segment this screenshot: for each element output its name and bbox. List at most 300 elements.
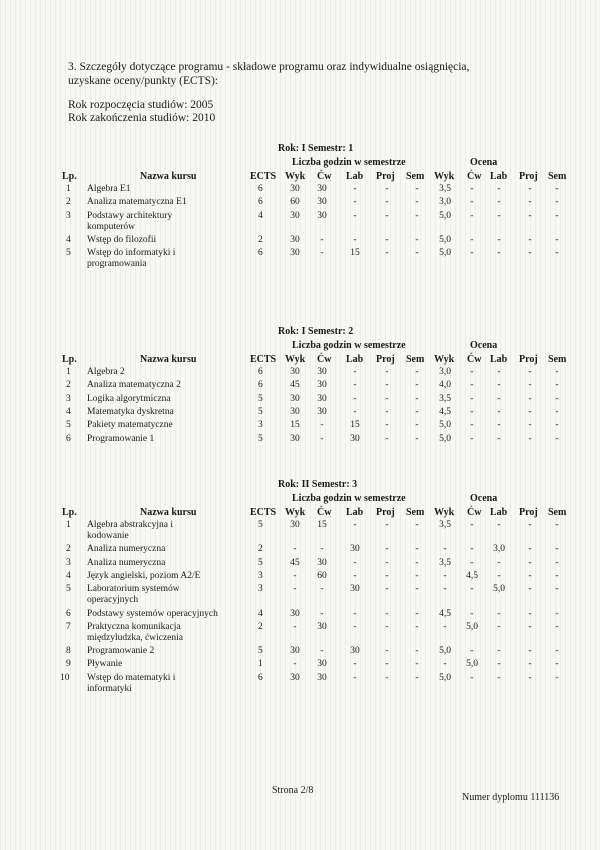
hours-wyk: - (293, 659, 297, 670)
hours-lab: - (353, 672, 357, 683)
hours-lab: - (353, 659, 357, 670)
hours-lab: - (353, 184, 357, 194)
course-name: komputerów (87, 221, 136, 232)
hours-wyk: 30 (290, 608, 300, 619)
hours-sem: - (415, 420, 419, 431)
hours-lab-header: Lab (346, 354, 364, 365)
row-number: 4 (66, 406, 71, 417)
hours-proj: - (385, 557, 389, 568)
hours-proj: - (385, 433, 389, 444)
grade-sem: - (555, 433, 559, 444)
row-number: 3 (66, 393, 71, 404)
hours-wyk: 60 (290, 197, 300, 208)
hours-wyk: 30 (290, 672, 300, 683)
row-number: 3 (66, 557, 71, 568)
ects-value: 2 (258, 621, 263, 632)
course-name: Programowanie 1 (87, 433, 155, 444)
row-number: 10 (60, 672, 70, 683)
grade-sem: - (555, 406, 559, 417)
table-row (60, 544, 580, 556)
table-row (60, 235, 580, 247)
table-row (60, 621, 580, 643)
hours-lab: - (353, 621, 357, 632)
course-name: Matematyka dyskretna (87, 406, 174, 417)
table-row (60, 407, 580, 419)
grade-wyk: - (443, 621, 447, 632)
table-row (60, 197, 580, 209)
hours-group-header: Liczba godzin w semestrze (292, 493, 406, 504)
grade-proj: - (528, 584, 532, 595)
grade-lab: - (497, 393, 501, 404)
ects-value: 4 (258, 608, 263, 619)
hours-wyk-header: Wyk (285, 171, 306, 182)
table-row (60, 434, 580, 446)
semester-title: Rok: II Semestr: 3 (278, 479, 358, 490)
grade-lab: - (497, 557, 501, 568)
row-number: 4 (66, 570, 71, 581)
row-number: 2 (66, 197, 71, 208)
course-name: Wstęp do informatyki i (87, 248, 176, 259)
ects-header: ECTS (250, 507, 277, 518)
grade-lab: - (497, 210, 501, 221)
ects-value: 5 (258, 520, 263, 530)
hours-wyk: - (293, 544, 297, 555)
hours-proj: - (385, 210, 389, 221)
hours-wyk-header: Wyk (285, 354, 306, 365)
ects-value: 5 (258, 646, 263, 657)
grade-cw-header: Ćw (467, 507, 482, 518)
hours-cw: 30 (317, 659, 327, 670)
course-name: kodowanie (87, 531, 129, 541)
table-row (60, 558, 580, 570)
grade-cw: - (470, 367, 474, 377)
grade-sem: - (555, 544, 559, 555)
hours-cw: 30 (317, 621, 327, 632)
grade-wyk-header: Wyk (434, 354, 455, 365)
hours-sem-header: Sem (406, 354, 425, 365)
grade-wyk: 3,0 (439, 197, 451, 208)
row-number: 6 (66, 433, 71, 444)
grade-proj: - (528, 197, 532, 208)
hours-lab: 30 (350, 584, 360, 595)
hours-wyk: - (293, 584, 297, 595)
grade-wyk: 5,0 (439, 210, 451, 221)
hours-proj-header: Proj (376, 171, 395, 182)
course-name: Język angielski, poziom A2/E (87, 570, 201, 581)
hours-cw: - (320, 584, 324, 595)
grade-cw: - (470, 197, 474, 208)
table-row (60, 380, 580, 392)
row-number: 7 (66, 621, 71, 632)
hours-lab: 30 (350, 433, 360, 444)
grade-proj: - (528, 433, 532, 444)
grade-proj: - (528, 544, 532, 555)
grade-proj: - (528, 557, 532, 568)
lp-header: Lp. (62, 354, 77, 365)
hours-wyk: 30 (290, 433, 300, 444)
grade-sem: - (555, 608, 559, 619)
grade-cw: - (470, 210, 474, 221)
grade-wyk: 4,5 (439, 406, 451, 417)
course-name: Pakiety matematyczne (87, 420, 173, 431)
ects-value: 3 (258, 570, 263, 581)
hours-group-header: Liczba godzin w semestrze (292, 340, 406, 351)
grade-cw: - (470, 380, 474, 391)
grade-lab: - (497, 420, 501, 431)
hours-wyk: 30 (290, 234, 300, 245)
hours-proj: - (385, 367, 389, 377)
row-number: 8 (66, 646, 71, 657)
grade-proj: - (528, 420, 532, 431)
table-row (60, 248, 580, 270)
table-row (60, 584, 580, 606)
grade-cw: - (470, 406, 474, 417)
grade-lab: - (497, 608, 501, 619)
grade-sem: - (555, 557, 559, 568)
grade-lab: - (497, 406, 501, 417)
grade-proj: - (528, 248, 532, 259)
ects-value: 6 (258, 380, 263, 391)
section-heading: 3. Szczegóły dotyczące programu - składowe programu oraz indywidualne osiągnięcia, uzyskane oceny/punkty (ECTS): (68, 61, 470, 87)
hours-cw: - (320, 544, 324, 555)
course-name: Wstęp do filozofii (87, 234, 157, 245)
ects-value: 4 (258, 210, 263, 221)
hours-wyk: 30 (290, 393, 300, 404)
table-row (60, 672, 580, 694)
grade-proj: - (528, 659, 532, 670)
grade-wyk: 4,0 (439, 380, 451, 391)
table-row (60, 609, 580, 621)
grade-sem-header: Sem (548, 354, 567, 365)
hours-cw: 30 (317, 672, 327, 683)
hours-wyk-header: Wyk (285, 507, 306, 518)
grade-proj: - (528, 380, 532, 391)
row-number: 2 (66, 380, 71, 391)
hours-cw: - (320, 248, 324, 259)
hours-sem: - (415, 544, 419, 555)
hours-wyk: 30 (290, 367, 300, 377)
grade-lab: - (497, 646, 501, 657)
ects-value: 6 (258, 184, 263, 194)
grade-group-header: Ocena (470, 157, 498, 168)
grade-cw: 5,0 (466, 621, 478, 632)
hours-proj: - (385, 380, 389, 391)
table-row (60, 210, 580, 232)
ects-value: 6 (258, 367, 263, 377)
course-header: Nazwa kursu (140, 171, 197, 182)
grade-wyk: 5,0 (439, 420, 451, 431)
hours-sem-header: Sem (406, 171, 425, 182)
grade-lab: - (497, 380, 501, 391)
hours-sem: - (415, 646, 419, 657)
hours-sem: - (415, 197, 419, 208)
hours-wyk: 45 (290, 557, 300, 568)
hours-cw-header: Ćw (317, 354, 332, 365)
hours-proj: - (385, 184, 389, 194)
table-row (60, 520, 580, 541)
grade-proj: - (528, 367, 532, 377)
grade-group-header: Ocena (470, 493, 498, 504)
page-number: Strona 2/8 (272, 785, 314, 796)
hours-lab: 30 (350, 646, 360, 657)
hours-cw: - (320, 608, 324, 619)
grade-sem: - (555, 234, 559, 245)
hours-proj: - (385, 584, 389, 595)
hours-lab-header: Lab (346, 171, 364, 182)
hours-sem: - (415, 608, 419, 619)
grade-wyk: - (443, 544, 447, 555)
hours-proj: - (385, 544, 389, 555)
grade-lab: 3,0 (493, 544, 505, 555)
hours-lab: - (353, 380, 357, 391)
grade-cw: - (470, 184, 474, 194)
diploma-number: Numer dyplomu 111136 (462, 792, 560, 803)
ects-value: 6 (258, 248, 263, 259)
ects-value: 1 (258, 659, 263, 670)
course-name: Analiza numeryczna (87, 557, 166, 568)
grade-lab: - (497, 672, 501, 683)
grade-cw: - (470, 433, 474, 444)
grade-cw: - (470, 557, 474, 568)
hours-wyk: 30 (290, 184, 300, 194)
row-number: 4 (66, 234, 71, 245)
table-row (60, 420, 580, 432)
grade-cw: 4,5 (466, 570, 478, 581)
hours-wyk: 30 (290, 520, 300, 530)
hours-proj-header: Proj (376, 507, 395, 518)
hours-group-header: Liczba godzin w semestrze (292, 157, 406, 168)
hours-lab: - (353, 367, 357, 377)
hours-cw: - (320, 234, 324, 245)
grade-cw: - (470, 420, 474, 431)
ects-value: 6 (258, 672, 263, 683)
grade-cw: - (470, 234, 474, 245)
grade-wyk: 4,5 (439, 608, 451, 619)
grade-cw: - (470, 544, 474, 555)
grade-proj: - (528, 672, 532, 683)
course-name: międzyludzka, ćwiczenia (87, 632, 184, 643)
hours-wyk: - (293, 621, 297, 632)
hours-lab: 30 (350, 544, 360, 555)
hours-wyk: 30 (290, 248, 300, 259)
grade-cw: - (470, 520, 474, 530)
grade-lab: 5,0 (493, 584, 505, 595)
ects-value: 5 (258, 557, 263, 568)
grade-cw-header: Ćw (467, 354, 482, 365)
hours-proj: - (385, 672, 389, 683)
grade-proj: - (528, 393, 532, 404)
course-name: Algebra 2 (87, 367, 125, 377)
grade-cw: 5,0 (466, 659, 478, 670)
hours-cw: 30 (317, 184, 327, 194)
grade-proj: - (528, 621, 532, 632)
row-number: 5 (66, 584, 71, 595)
course-name: Podstawy architektury (87, 210, 173, 221)
hours-lab: - (353, 393, 357, 404)
hours-proj: - (385, 621, 389, 632)
grade-proj: - (528, 646, 532, 657)
ects-value: 2 (258, 544, 263, 555)
hours-sem: - (415, 406, 419, 417)
course-name: Analiza matematyczna 2 (87, 380, 181, 391)
grade-lab: - (497, 184, 501, 194)
hours-sem: - (415, 248, 419, 259)
grade-wyk: - (443, 659, 447, 670)
grade-cw: - (470, 646, 474, 657)
grade-proj: - (528, 520, 532, 530)
hours-proj: - (385, 570, 389, 581)
ects-value: 3 (258, 420, 263, 431)
grade-lab: - (497, 248, 501, 259)
row-number: 6 (66, 608, 71, 619)
hours-cw: 60 (317, 570, 327, 581)
grade-wyk: 3,5 (439, 393, 451, 404)
course-name: Algebra abstrakcyjna i (87, 520, 173, 530)
grade-lab: - (497, 621, 501, 632)
hours-cw-header: Ćw (317, 171, 332, 182)
studies-end: Rok zakończenia studiów: 2010 (68, 112, 216, 124)
hours-cw: 30 (317, 557, 327, 568)
course-name: informatyki (87, 683, 132, 694)
hours-sem: - (415, 184, 419, 194)
grade-lab-header: Lab (490, 171, 508, 182)
ects-value: 6 (258, 197, 263, 208)
hours-sem: - (415, 367, 419, 377)
table-row (60, 659, 580, 671)
course-header: Nazwa kursu (140, 354, 197, 365)
grade-wyk: 5,0 (439, 646, 451, 657)
hours-lab: - (353, 234, 357, 245)
row-number: 1 (66, 367, 71, 377)
grade-sem: - (555, 584, 559, 595)
hours-lab: 15 (350, 420, 360, 431)
grade-sem: - (555, 248, 559, 259)
grade-lab: - (497, 197, 501, 208)
grade-proj: - (528, 406, 532, 417)
hours-lab: - (353, 406, 357, 417)
hours-sem: - (415, 520, 419, 530)
hours-sem: - (415, 210, 419, 221)
row-number: 1 (66, 520, 71, 530)
grade-proj: - (528, 210, 532, 221)
grade-sem: - (555, 393, 559, 404)
ects-value: 3 (258, 584, 263, 595)
hours-cw-header: Ćw (317, 507, 332, 518)
table-row (60, 646, 580, 658)
grade-proj: - (528, 570, 532, 581)
grade-wyk: 5,0 (439, 433, 451, 444)
grade-wyk: - (443, 584, 447, 595)
grade-cw: - (470, 608, 474, 619)
row-number: 2 (66, 544, 71, 555)
course-name: Praktyczna komunikacja (87, 621, 181, 632)
table-row (60, 367, 580, 379)
hours-sem: - (415, 672, 419, 683)
course-name: Analiza numeryczna (87, 544, 166, 555)
hours-proj: - (385, 197, 389, 208)
grade-lab: - (497, 659, 501, 670)
hours-sem: - (415, 570, 419, 581)
hours-cw: 30 (317, 393, 327, 404)
grade-wyk: 5,0 (439, 248, 451, 259)
grade-lab: - (497, 234, 501, 245)
grade-lab-header: Lab (490, 354, 508, 365)
hours-wyk: 30 (290, 406, 300, 417)
grade-lab: - (497, 520, 501, 530)
grade-wyk: 3,5 (439, 184, 451, 194)
hours-lab: - (353, 557, 357, 568)
course-name: Programowanie 2 (87, 646, 155, 657)
hours-sem: - (415, 557, 419, 568)
hours-proj: - (385, 659, 389, 670)
ects-header: ECTS (250, 171, 277, 182)
hours-sem: - (415, 433, 419, 444)
hours-lab-header: Lab (346, 507, 364, 518)
grade-lab: - (497, 367, 501, 377)
semester-title: Rok: I Semestr: 1 (278, 143, 354, 154)
grade-proj-header: Proj (519, 507, 538, 518)
grade-proj: - (528, 184, 532, 194)
hours-proj: - (385, 646, 389, 657)
table-row (60, 394, 580, 406)
grade-wyk: 5,0 (439, 234, 451, 245)
grade-wyk: 3,5 (439, 557, 451, 568)
row-number: 5 (66, 248, 71, 259)
grade-sem: - (555, 672, 559, 683)
hours-proj: - (385, 406, 389, 417)
lp-header: Lp. (62, 507, 77, 518)
hours-proj: - (385, 393, 389, 404)
course-name: operacyjnych (87, 595, 139, 606)
ects-value: 5 (258, 406, 263, 417)
grade-wyk: 3,0 (439, 367, 451, 377)
course-name: Wstęp do matematyki i (87, 672, 176, 683)
hours-cw: - (320, 420, 324, 431)
hours-cw: 30 (317, 406, 327, 417)
grade-sem: - (555, 646, 559, 657)
grade-group-header: Ocena (470, 340, 498, 351)
hours-proj: - (385, 234, 389, 245)
hours-wyk: 30 (290, 646, 300, 657)
course-name: Pływanie (87, 659, 123, 670)
grade-wyk-header: Wyk (434, 507, 455, 518)
hours-proj: - (385, 520, 389, 530)
hours-sem: - (415, 584, 419, 595)
hours-lab: 15 (350, 248, 360, 259)
course-name: Algebra E1 (87, 184, 131, 194)
grade-proj-header: Proj (519, 354, 538, 365)
row-number: 5 (66, 420, 71, 431)
hours-cw: 30 (317, 210, 327, 221)
ects-value: 2 (258, 234, 263, 245)
grade-proj: - (528, 234, 532, 245)
hours-sem: - (415, 621, 419, 632)
grade-cw: - (470, 248, 474, 259)
hours-wyk: - (293, 570, 297, 581)
grade-wyk: - (443, 570, 447, 581)
table-row (60, 184, 580, 196)
grade-sem: - (555, 570, 559, 581)
table-row (60, 571, 580, 583)
row-number: 9 (66, 659, 71, 670)
course-name: programowania (87, 259, 147, 270)
semester-title: Rok: I Semestr: 2 (278, 326, 354, 337)
grade-sem: - (555, 184, 559, 194)
grade-wyk: 3,5 (439, 520, 451, 530)
ects-value: 5 (258, 393, 263, 404)
ects-value: 5 (258, 433, 263, 444)
grade-proj: - (528, 608, 532, 619)
